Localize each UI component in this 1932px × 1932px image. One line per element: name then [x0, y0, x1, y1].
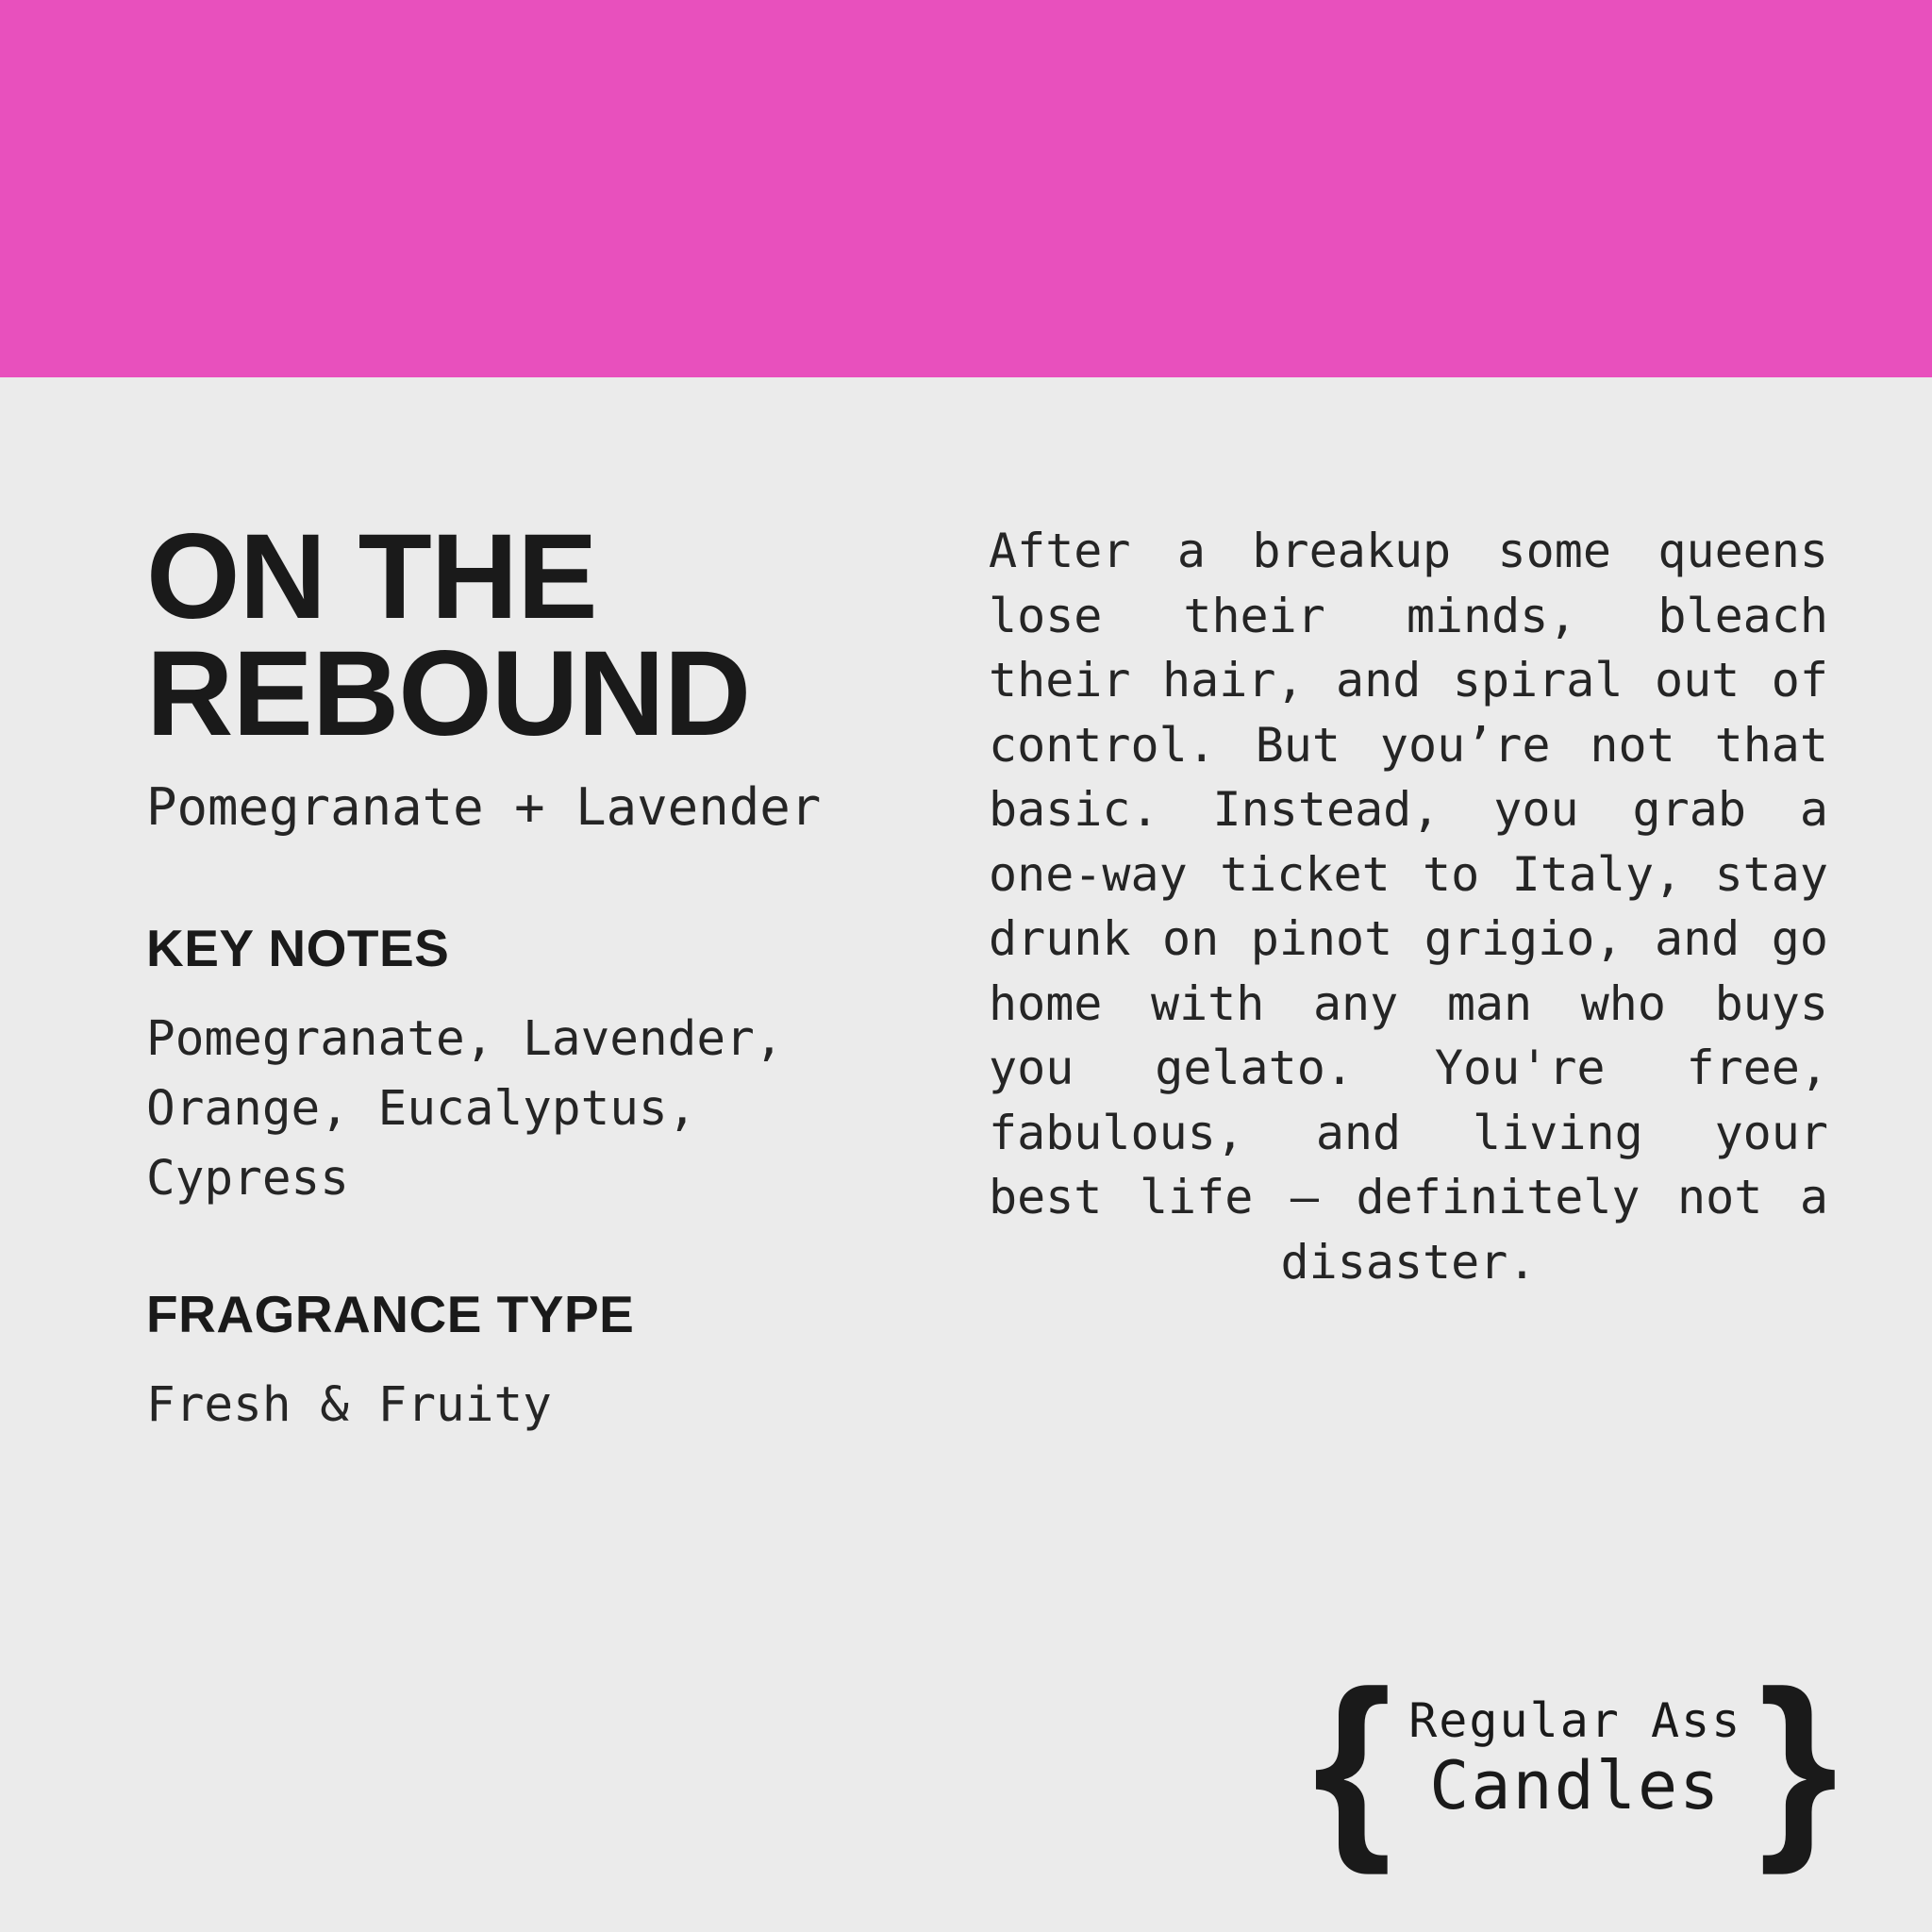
- brand-name-line-two: Candles: [1429, 1747, 1722, 1825]
- key-notes-heading: KEY NOTES: [146, 919, 450, 978]
- label-content: [0, 377, 1932, 1932]
- left-column: [146, 509, 958, 1441]
- accent-color-band: [0, 0, 1932, 377]
- fragrance-type-heading: FRAGRANCE TYPE: [146, 1285, 635, 1344]
- key-notes-body: Pomegranate, Lavender, Orange, Eucalyptus, Cypress: [146, 1011, 784, 1208]
- brand-text: [1408, 1694, 1741, 1830]
- brand-name-line-one: Regular Ass: [1408, 1692, 1742, 1748]
- fragrance-type-body: Fresh & Fruity: [146, 1377, 552, 1434]
- product-subtitle: Pomegranate + Lavender: [146, 777, 822, 838]
- brand-logo: [1312, 1647, 1838, 1875]
- product-description: After a breakup some queens lose their minds, bleach their hair, and spiral out of control. But you’re not that basic. Instead, you grab a one-way ticket to Italy, stay drunk on pinot grigio, and go home with any man who buys you gelato. You're free, fabulous, and living your best life — definitely not a disaster.: [989, 524, 1828, 1290]
- left-brace-icon: {: [1312, 1647, 1392, 1875]
- page-title: ON THE REBOUND: [146, 509, 751, 762]
- right-column: [989, 519, 1828, 1294]
- right-brace-icon: }: [1758, 1647, 1838, 1875]
